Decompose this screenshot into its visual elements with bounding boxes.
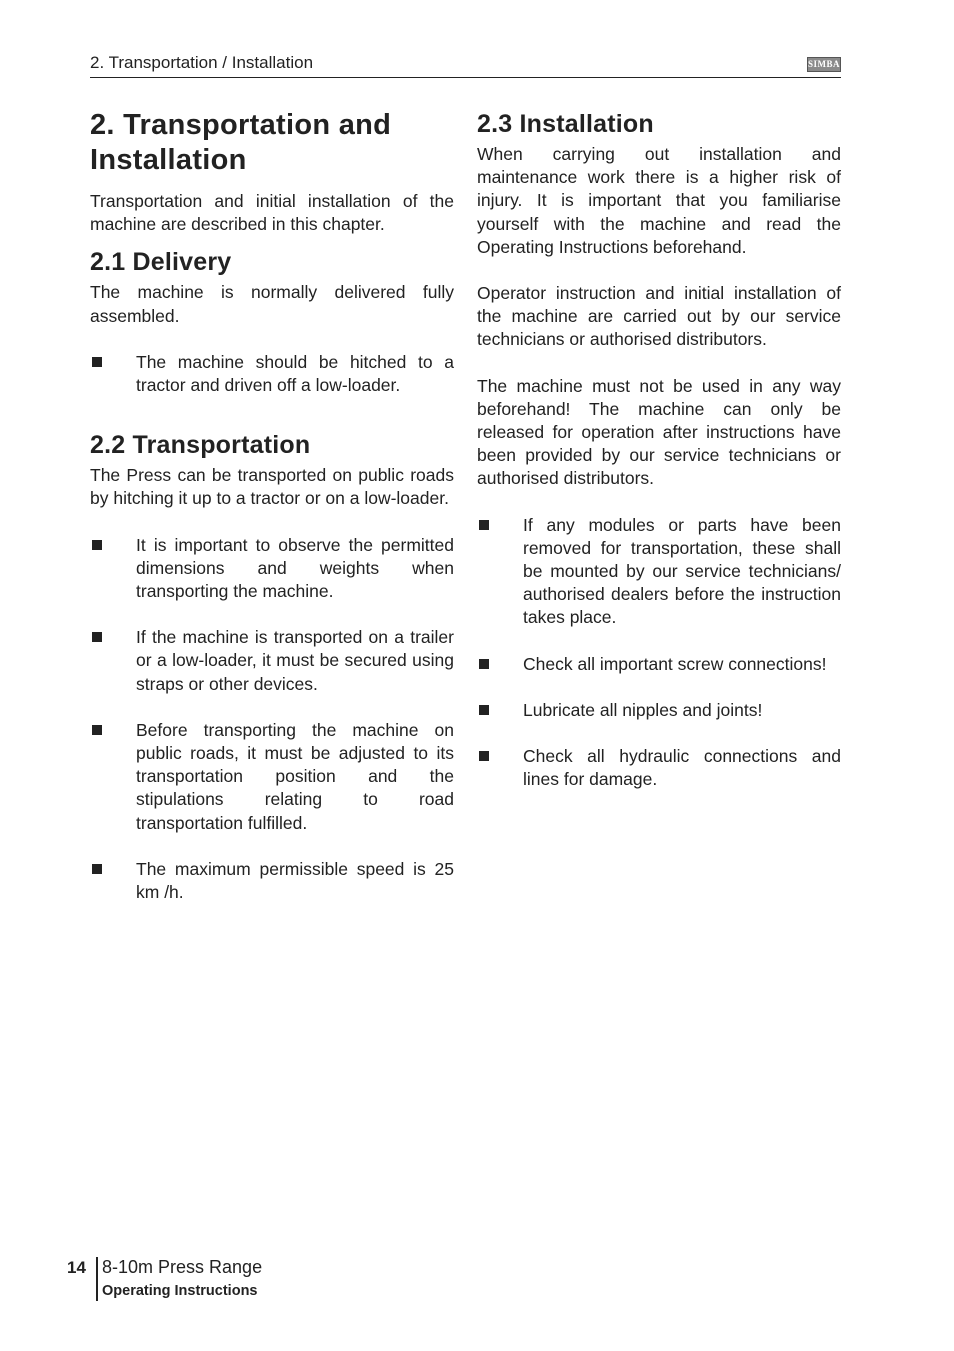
running-header: 2. Transportation / Installation bbox=[90, 53, 314, 72]
bullet-text: If the machine is transported on a trailer or a low-loader, it must be secured using straps or other devices. bbox=[136, 627, 454, 694]
bullet-square-icon bbox=[479, 659, 489, 669]
bullet-text: Lubricate all nipples and joints! bbox=[523, 699, 763, 720]
installation-paragraph: The machine must not be used in any way beforehand! The machine can only be released for operation after instructions have been provided by our service technicians or authorised distributors. bbox=[477, 375, 841, 489]
section-heading-delivery: 2.1 Delivery bbox=[90, 248, 232, 277]
bullet-text: If any modules or parts have been removed for transportation, these shall be mounted by our service technicians/ authorised dealers before the instruction takes place. bbox=[523, 514, 841, 628]
delivery-text: The machine is normally delivered fully assembled. bbox=[90, 282, 454, 326]
section-heading-transportation: 2.2 Transportation bbox=[90, 431, 311, 460]
bullet-item bbox=[90, 534, 454, 604]
bullet-square-icon bbox=[479, 520, 489, 530]
bullet-square-icon bbox=[92, 540, 102, 550]
chapter-intro: Transportation and initial installation of the machine are described in this chapter. bbox=[90, 191, 454, 235]
bullet-item bbox=[90, 351, 454, 397]
bullet-item bbox=[477, 514, 841, 630]
transportation-text: The Press can be transported on public roads by hitching it up to a tractor or on a low-loader. bbox=[90, 465, 454, 509]
bullet-text: The maximum permissible speed is 25 km /h. bbox=[136, 858, 454, 903]
bullet-item bbox=[477, 653, 841, 676]
section-heading-installation: 2.3 Installation bbox=[477, 110, 654, 138]
bullet-text: Check all hydraulic connections and lines for damage. bbox=[523, 746, 841, 790]
bullet-square-icon bbox=[92, 632, 102, 642]
bullet-text: Before transporting the machine on public roads, it must be adjusted to its transportation position and the stipulations relating to road transportation fulfilled. bbox=[136, 719, 454, 833]
installation-paragraph: Operator instruction and initial installation of the machine are carried out by our service technicians or authorised distributors. bbox=[477, 283, 841, 350]
left-column bbox=[90, 108, 454, 904]
bullet-item bbox=[477, 699, 841, 722]
footer-product-name: 8-10m Press Range bbox=[102, 1257, 263, 1277]
page-header bbox=[90, 52, 841, 78]
chapter-title: 2. Transportation and Installation bbox=[90, 109, 392, 176]
bullet-item bbox=[90, 626, 454, 696]
bullet-text: It is important to observe the permitted dimensions and weights when transporting the machine. bbox=[136, 534, 454, 602]
bullet-square-icon bbox=[479, 705, 489, 715]
bullet-text: The machine should be hitched to a tractor and driven off a low-loader. bbox=[136, 351, 454, 396]
simba-logo: SIMBA bbox=[807, 57, 841, 72]
bullet-square-icon bbox=[92, 864, 102, 874]
bullet-item bbox=[90, 719, 454, 835]
bullet-item bbox=[477, 745, 841, 791]
page-number: 14 bbox=[67, 1258, 86, 1277]
bullet-text: Check all important screw connections! bbox=[523, 653, 827, 674]
bullet-item bbox=[90, 858, 454, 904]
footer-document-type: Operating Instructions bbox=[102, 1283, 258, 1299]
footer-divider bbox=[96, 1257, 98, 1301]
installation-paragraph: When carrying out installation and maintenance work there is a higher risk of injury. It is important that you familiarise yourself with the machine and read the Operating Instructions beforehand. bbox=[477, 144, 841, 257]
bullet-square-icon bbox=[479, 751, 489, 761]
right-column bbox=[477, 109, 841, 791]
bullet-square-icon bbox=[92, 357, 102, 367]
bullet-square-icon bbox=[92, 725, 102, 735]
